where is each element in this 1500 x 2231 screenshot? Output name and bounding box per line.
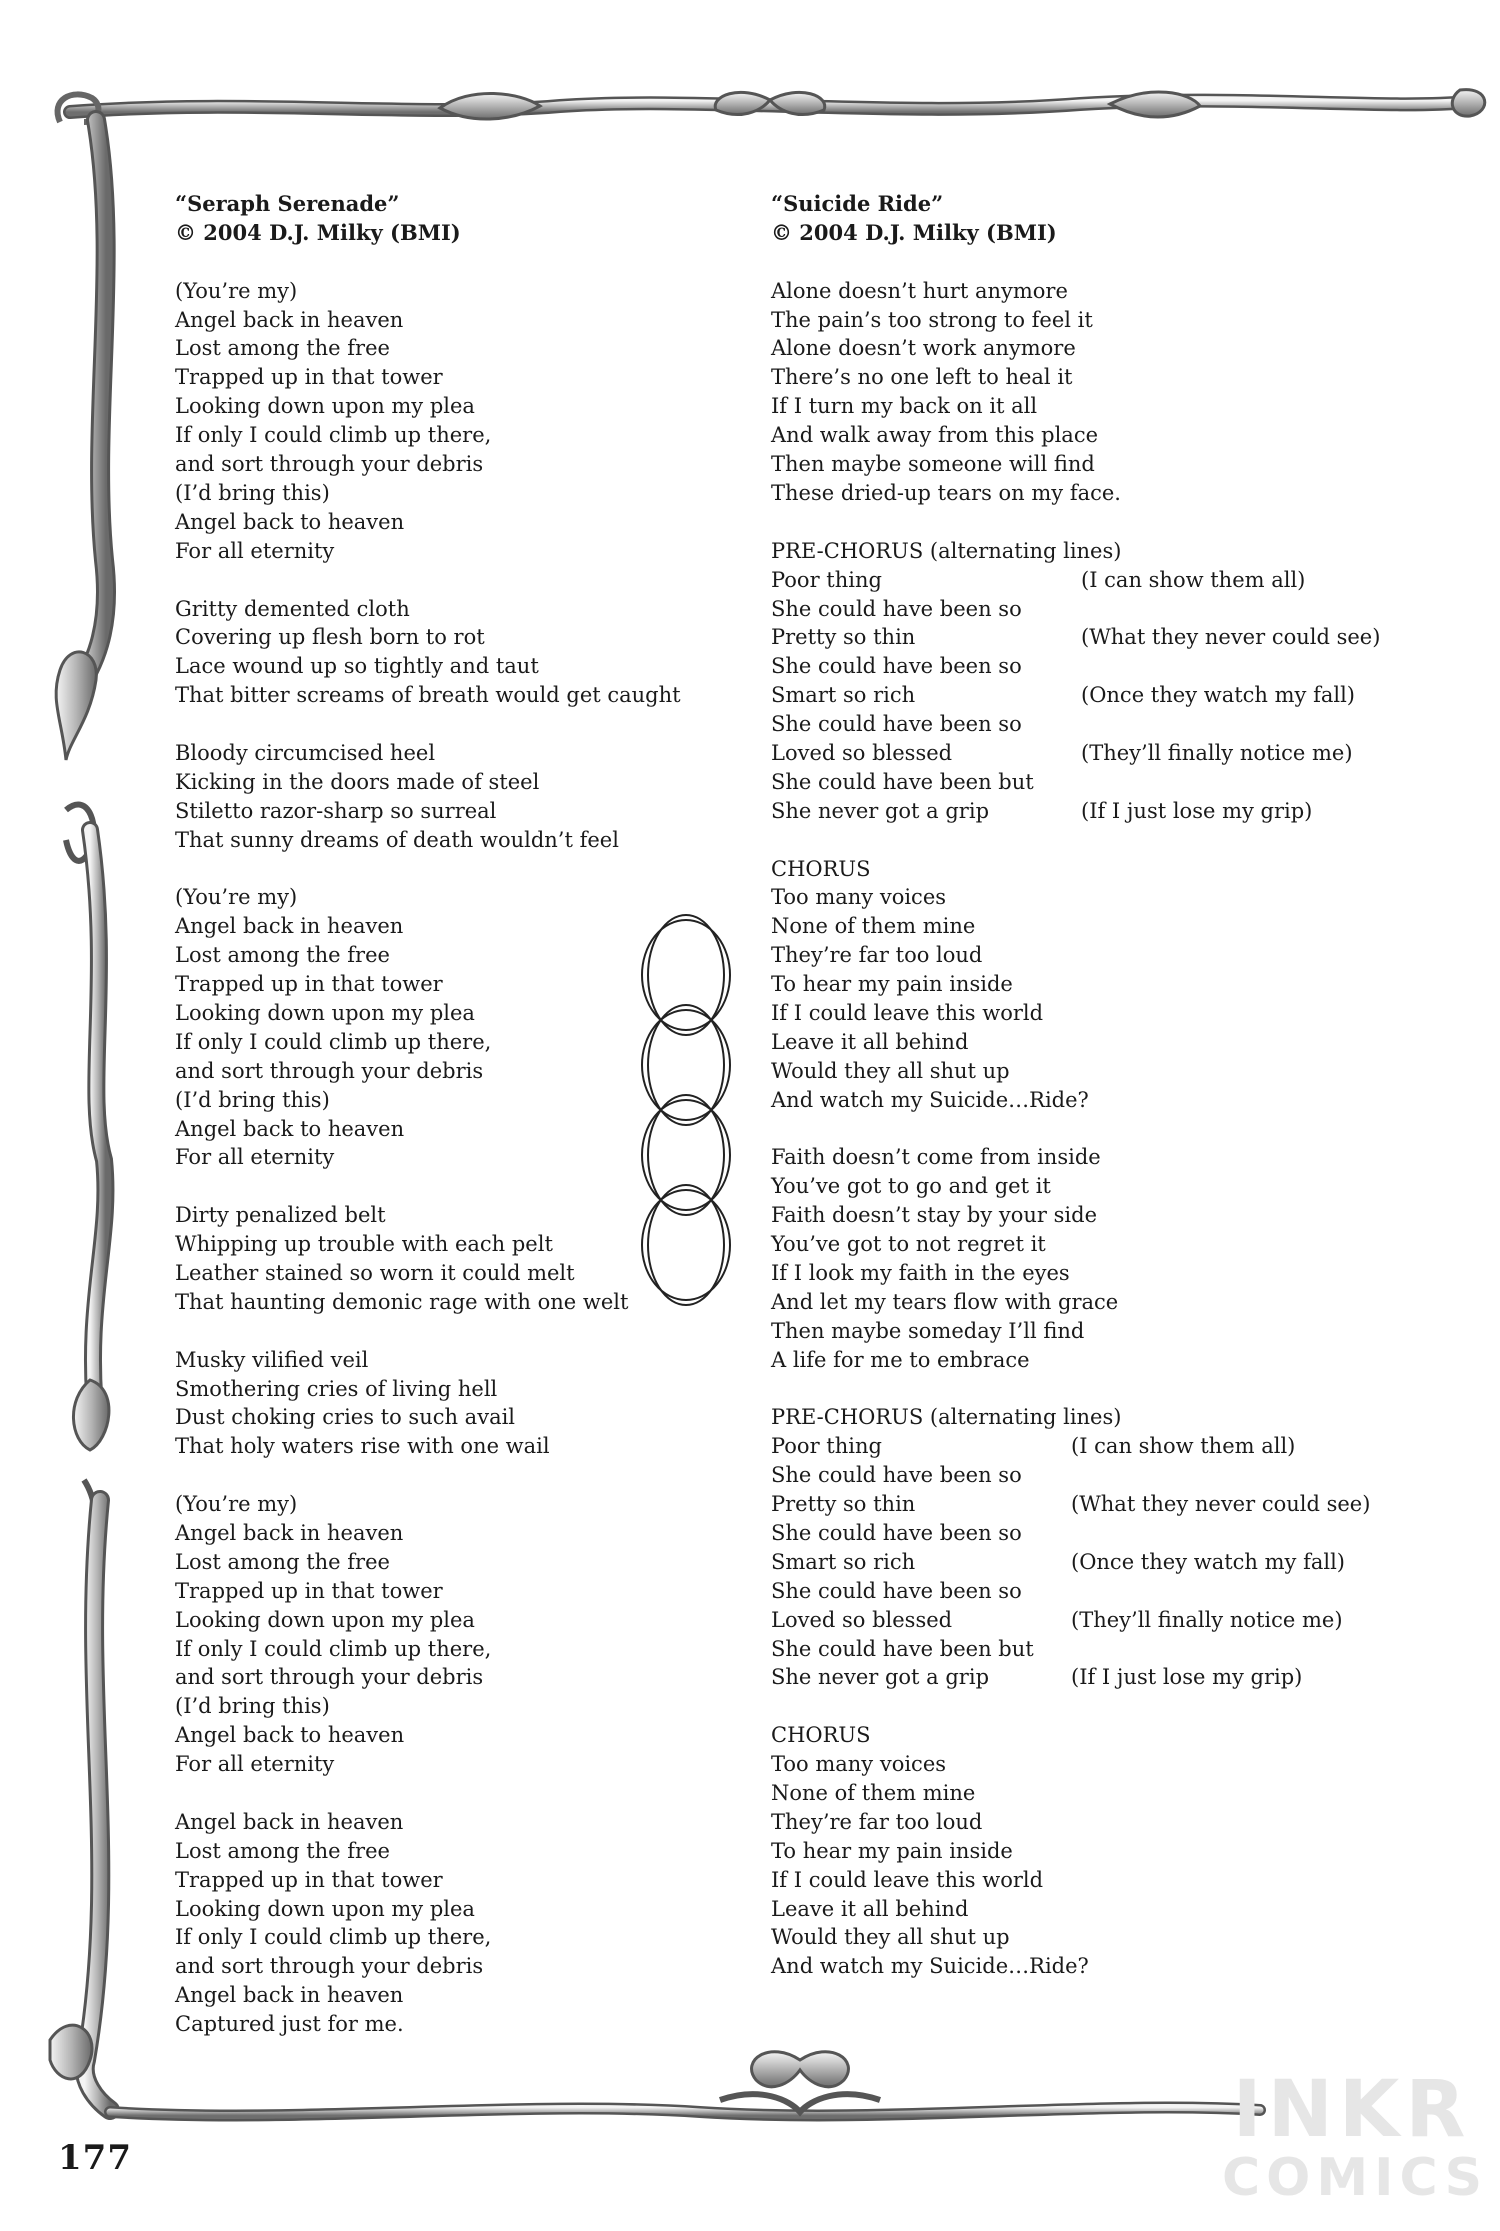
lyric-line: Lost among the free bbox=[175, 336, 390, 361]
lyric-line: Bloody circumcised heel bbox=[175, 740, 436, 765]
lyric-response: (They’ll finally notice me) bbox=[1071, 1607, 1343, 1632]
lyric-pair bbox=[771, 739, 1380, 768]
lyric-line: Gritty demented cloth bbox=[175, 596, 410, 621]
lyric-line: They’re far too loud bbox=[771, 1809, 983, 1834]
lyric-pair bbox=[771, 1635, 1380, 1664]
lyric-line: She could have been but bbox=[771, 1636, 1034, 1661]
lyric-line: None of them mine bbox=[771, 914, 976, 939]
left-border bbox=[50, 120, 110, 2110]
lyric-line: Musky vilified veil bbox=[175, 1347, 369, 1372]
lyric-line: If I could leave this world bbox=[771, 1000, 1044, 1025]
lyric-line: Kicking in the doors made of steel bbox=[175, 769, 540, 794]
lyric-line: Lost among the free bbox=[175, 1549, 390, 1574]
lyric-line: And watch my Suicide…Ride? bbox=[771, 1087, 1089, 1112]
lyric-line: Loved so blessed bbox=[771, 740, 953, 765]
lyric-line: Smart so rich bbox=[771, 1549, 916, 1574]
lyric-line: (I’d bring this) bbox=[175, 1087, 330, 1112]
lyric-line: Poor thing bbox=[771, 1434, 882, 1459]
lyric-line: Faith doesn’t stay by your side bbox=[771, 1203, 1097, 1228]
verse-2 bbox=[771, 1143, 1380, 1374]
section-heading: PRE-CHORUS (alternating lines) bbox=[771, 538, 1122, 563]
lyric-response: (What they never could see) bbox=[1081, 625, 1381, 650]
lyric-response: (What they never could see) bbox=[1071, 1492, 1371, 1517]
lyric-line: If only I could climb up there, bbox=[175, 1636, 492, 1661]
lyric-pair bbox=[771, 1519, 1380, 1548]
lyric-line: Alone doesn’t hurt anymore bbox=[771, 278, 1068, 303]
lyric-line: A life for me to embrace bbox=[771, 1347, 1030, 1372]
lyric-line: (You’re my) bbox=[175, 1492, 298, 1517]
page-number: 177 bbox=[58, 2138, 132, 2178]
lyric-pair bbox=[771, 681, 1380, 710]
bottom-border bbox=[110, 2052, 1260, 2116]
lyric-response: (Once they watch my fall) bbox=[1081, 683, 1355, 708]
lyric-line: If I could leave this world bbox=[771, 1867, 1044, 1892]
lyric-line: And let my tears flow with grace bbox=[771, 1289, 1119, 1314]
lyric-line: Pretty so thin bbox=[771, 1492, 916, 1517]
lyric-line: She could have been so bbox=[771, 1578, 1022, 1603]
lyric-response: (I can show them all) bbox=[1081, 567, 1306, 592]
pre-chorus-1 bbox=[771, 537, 1380, 826]
lyric-line: For all eternity bbox=[175, 1752, 335, 1777]
stanza bbox=[175, 739, 681, 855]
lyric-line: Leather stained so worn it could melt bbox=[175, 1260, 575, 1285]
lyric-pair bbox=[771, 768, 1380, 797]
lyric-line: She could have been so bbox=[771, 712, 1022, 737]
lyric-line: None of them mine bbox=[771, 1781, 976, 1806]
lyric-response: (Once they watch my fall) bbox=[1071, 1549, 1345, 1574]
lyric-line: Angel back to heaven bbox=[175, 1116, 405, 1141]
lyric-line: She could have been so bbox=[771, 654, 1022, 679]
lyric-line: Angel back to heaven bbox=[175, 1723, 405, 1748]
lyric-line: If only I could climb up there, bbox=[175, 1925, 492, 1950]
lyric-line: If I turn my back on it all bbox=[771, 394, 1038, 419]
lyric-line: Dust choking cries to such avail bbox=[175, 1405, 516, 1430]
lyric-line: Pretty so thin bbox=[771, 625, 916, 650]
lyric-line: Angel back in heaven bbox=[175, 1983, 404, 2008]
song-title: “Seraph Serenade” bbox=[175, 191, 400, 216]
lyric-line: That sunny dreams of death wouldn’t feel bbox=[175, 827, 619, 852]
lyric-line: Angel back in heaven bbox=[175, 1809, 404, 1834]
lyric-line: Would they all shut up bbox=[771, 1925, 1010, 1950]
lyric-line: For all eternity bbox=[175, 538, 335, 563]
lyric-line: You’ve got to not regret it bbox=[771, 1232, 1046, 1257]
lyric-line: and sort through your debris bbox=[175, 1665, 484, 1690]
lyric-line: (You’re my) bbox=[175, 885, 298, 910]
lyric-line: Dirty penalized belt bbox=[175, 1203, 386, 1228]
lyric-line: These dried-up tears on my face. bbox=[771, 480, 1121, 505]
lyric-line: To hear my pain inside bbox=[771, 972, 1013, 997]
lyric-line: To hear my pain inside bbox=[771, 1838, 1013, 1863]
lyric-pair bbox=[771, 652, 1380, 681]
lyric-line: Leave it all behind bbox=[771, 1896, 969, 1921]
lyric-line: She could have been so bbox=[771, 596, 1022, 621]
song-copyright: © 2004 D.J. Milky (BMI) bbox=[771, 219, 1057, 245]
section-heading: PRE-CHORUS (alternating lines) bbox=[771, 1405, 1122, 1430]
lyric-line: and sort through your debris bbox=[175, 1058, 484, 1083]
lyric-response: (They’ll finally notice me) bbox=[1081, 740, 1353, 765]
lyric-line: If only I could climb up there, bbox=[175, 423, 492, 448]
lyric-line: Then maybe someday I’ll find bbox=[771, 1318, 1085, 1343]
lyric-line: Trapped up in that tower bbox=[175, 1867, 443, 1892]
lyric-pair bbox=[771, 710, 1380, 739]
lyric-line: Looking down upon my plea bbox=[175, 394, 475, 419]
lyric-pair bbox=[771, 1490, 1380, 1519]
lyric-line: Alone doesn’t work anymore bbox=[771, 336, 1076, 361]
watermark-line-1: INKR bbox=[1232, 2065, 1472, 2155]
lyric-line: Trapped up in that tower bbox=[175, 972, 443, 997]
lyric-line: And walk away from this place bbox=[771, 423, 1099, 448]
lyric-line: (I’d bring this) bbox=[175, 1694, 330, 1719]
lyric-pair bbox=[771, 595, 1380, 624]
lyric-pair bbox=[771, 1577, 1380, 1606]
song-title: “Suicide Ride” bbox=[771, 191, 944, 216]
lyric-pair bbox=[771, 1548, 1380, 1577]
lyric-line: And watch my Suicide…Ride? bbox=[771, 1954, 1089, 1979]
lyric-line: She never got a grip bbox=[771, 798, 990, 823]
lyric-line: Smart so rich bbox=[771, 683, 916, 708]
top-border bbox=[58, 90, 1485, 122]
lyric-line: For all eternity bbox=[175, 1145, 335, 1170]
lyric-pair bbox=[771, 797, 1380, 826]
lyric-line: Too many voices bbox=[771, 1752, 947, 1777]
lyric-line: Leave it all behind bbox=[771, 1029, 969, 1054]
lyric-line: Angel back in heaven bbox=[175, 1521, 404, 1545]
lyric-line: Angel back in heaven bbox=[175, 914, 404, 939]
lyric-line: Lost among the free bbox=[175, 1838, 390, 1863]
lyric-line: Poor thing bbox=[771, 567, 882, 592]
watermark-line-2: COMICS bbox=[1222, 2148, 1489, 2208]
stanza bbox=[175, 1490, 681, 1779]
lyric-line: Lost among the free bbox=[175, 943, 390, 968]
lyric-line: and sort through your debris bbox=[175, 1954, 484, 1979]
verse-1 bbox=[771, 277, 1380, 508]
chorus-2 bbox=[771, 1721, 1380, 1981]
lyric-line: If only I could climb up there, bbox=[175, 1029, 492, 1054]
lyric-line: Would they all shut up bbox=[771, 1058, 1010, 1083]
stanza bbox=[175, 1346, 681, 1462]
lyric-pair bbox=[771, 1663, 1380, 1692]
lyric-line: Loved so blessed bbox=[771, 1607, 953, 1632]
lyric-line: Too many voices bbox=[771, 885, 947, 910]
lyric-line: Covering up flesh born to rot bbox=[175, 625, 485, 650]
stanza bbox=[175, 1201, 681, 1317]
lyric-line: That bitter screams of breath would get caught bbox=[175, 683, 681, 708]
stanza bbox=[175, 595, 681, 711]
lyric-line: and sort through your debris bbox=[175, 452, 484, 477]
lyric-line: She never got a grip bbox=[771, 1665, 990, 1690]
lyric-line: They’re far too loud bbox=[771, 943, 983, 968]
lyric-pair bbox=[771, 1606, 1380, 1635]
lyric-line: (I’d bring this) bbox=[175, 480, 330, 505]
lyric-line: Angel back in heaven bbox=[175, 307, 404, 332]
lyric-line: She could have been so bbox=[771, 1521, 1022, 1545]
lyric-pair bbox=[771, 623, 1380, 652]
lyric-line: If I look my faith in the eyes bbox=[771, 1260, 1070, 1285]
lyric-line: Whipping up trouble with each pelt bbox=[175, 1232, 553, 1257]
lyric-line: Lace wound up so tightly and taut bbox=[175, 654, 539, 679]
lyric-line: The pain’s too strong to feel it bbox=[771, 307, 1093, 332]
lyrics-suicide-ride bbox=[771, 190, 1380, 1981]
inkr-watermark bbox=[1222, 2065, 1489, 2208]
lyric-line: She could have been but bbox=[771, 769, 1034, 794]
lyric-line: Smothering cries of living hell bbox=[175, 1376, 498, 1401]
lyric-line: You’ve got to go and get it bbox=[771, 1174, 1051, 1199]
lyric-line: (You’re my) bbox=[175, 278, 298, 303]
lyric-line: Looking down upon my plea bbox=[175, 1000, 475, 1025]
lyric-line: There’s no one left to heal it bbox=[771, 365, 1073, 390]
lyrics-seraph-serenade bbox=[175, 190, 681, 2039]
lyric-response: (If I just lose my grip) bbox=[1071, 1665, 1303, 1690]
lyric-line: Angel back to heaven bbox=[175, 509, 405, 534]
lyric-line: Then maybe someone will find bbox=[771, 452, 1095, 477]
song-copyright: © 2004 D.J. Milky (BMI) bbox=[175, 219, 461, 245]
lyric-line: Stiletto razor-sharp so surreal bbox=[175, 798, 497, 823]
lyric-line: That holy waters rise with one wail bbox=[175, 1434, 550, 1459]
lyric-line: That haunting demonic rage with one welt bbox=[175, 1289, 629, 1314]
stanza bbox=[175, 277, 681, 566]
lyric-line: Looking down upon my plea bbox=[175, 1896, 475, 1921]
lyric-line: Trapped up in that tower bbox=[175, 1578, 443, 1603]
stanza bbox=[175, 1808, 681, 2039]
stanza bbox=[175, 883, 681, 1172]
lyric-line: Trapped up in that tower bbox=[175, 365, 443, 390]
lyric-line: She could have been so bbox=[771, 1463, 1022, 1488]
lyric-pair bbox=[771, 566, 1380, 595]
pre-chorus-2 bbox=[771, 1403, 1380, 1692]
lyric-response: (If I just lose my grip) bbox=[1081, 798, 1313, 823]
lyric-line: Looking down upon my plea bbox=[175, 1607, 475, 1632]
section-heading: CHORUS bbox=[771, 856, 871, 881]
lyric-line: Captured just for me. bbox=[175, 2012, 404, 2037]
lyric-line: Faith doesn’t come from inside bbox=[771, 1145, 1101, 1170]
lyric-pair bbox=[771, 1432, 1380, 1461]
lyric-response: (I can show them all) bbox=[1071, 1434, 1296, 1459]
chorus-1 bbox=[771, 855, 1380, 1115]
section-heading: CHORUS bbox=[771, 1723, 871, 1748]
lyric-pair bbox=[771, 1461, 1380, 1490]
